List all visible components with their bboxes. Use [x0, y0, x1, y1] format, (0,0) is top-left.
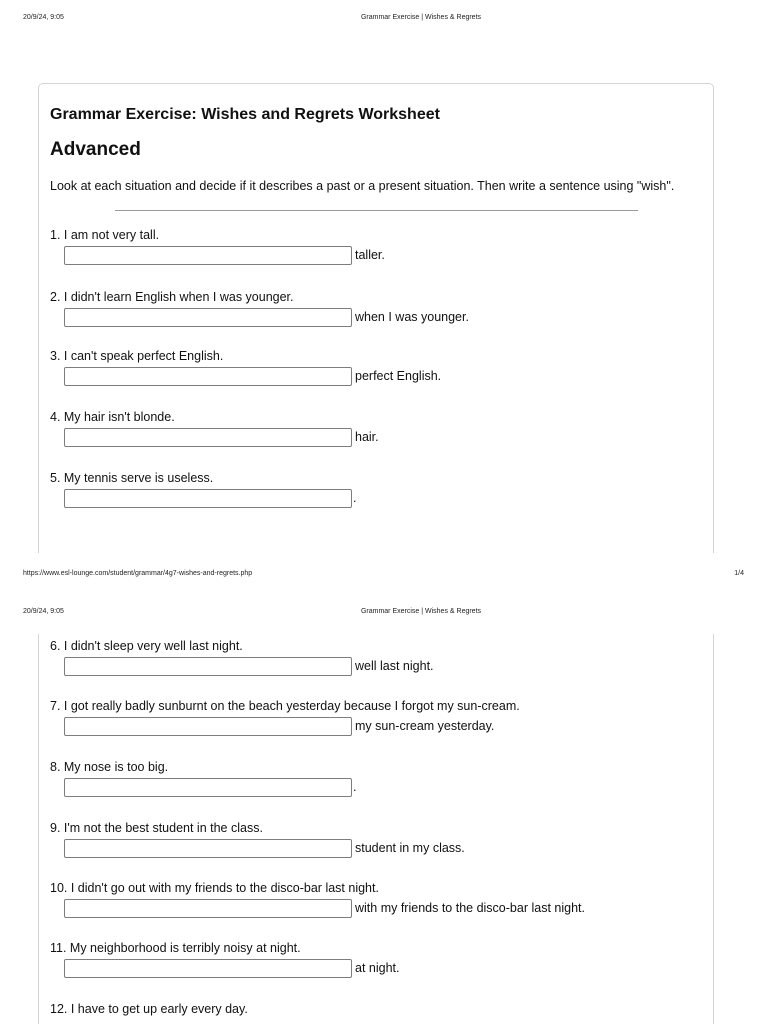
answer-suffix: well last night.	[355, 659, 434, 673]
question-item	[50, 821, 690, 855]
question-item	[50, 699, 690, 733]
level-heading: Advanced	[50, 139, 141, 160]
answer-input[interactable]	[64, 778, 352, 797]
answer-suffix: perfect English.	[355, 369, 442, 383]
question-prompt: 8. My nose is too big.	[50, 760, 169, 774]
answer-input[interactable]	[64, 959, 352, 978]
print-title: Grammar Exercise | Wishes & Regrets	[360, 14, 482, 21]
question-item	[50, 881, 690, 915]
question-prompt: 10. I didn't go out with my friends to the disco-bar last night.	[50, 881, 379, 895]
answer-input[interactable]	[64, 839, 352, 858]
question-item	[50, 228, 690, 262]
question-item	[50, 1002, 690, 1018]
print-date: 20/9/24, 9:05	[23, 14, 64, 21]
question-prompt: 4. My hair isn't blonde.	[50, 410, 175, 424]
answer-suffix: .	[353, 491, 357, 505]
answer-input[interactable]	[64, 428, 352, 447]
question-prompt: 1. I am not very tall.	[50, 228, 160, 242]
question-item	[50, 760, 690, 794]
answer-input[interactable]	[64, 367, 352, 386]
question-item	[50, 290, 690, 324]
question-item	[50, 410, 690, 444]
question-item	[50, 349, 690, 383]
question-item	[50, 639, 690, 673]
question-prompt: 11. My neighborhood is terribly noisy at night.	[50, 941, 301, 955]
answer-suffix: my sun-cream yesterday.	[355, 719, 495, 733]
answer-suffix: with my friends to the disco-bar last night.	[355, 901, 585, 915]
answer-input[interactable]	[64, 308, 352, 327]
answer-suffix: .	[353, 780, 357, 794]
print-title: Grammar Exercise | Wishes & Regrets	[360, 608, 482, 615]
question-prompt: 2. I didn't learn English when I was younger.	[50, 290, 294, 304]
answer-input[interactable]	[64, 657, 352, 676]
question-prompt: 12. I have to get up early every day.	[50, 1002, 248, 1016]
answer-suffix: when I was younger.	[355, 310, 469, 324]
divider	[115, 210, 638, 211]
answer-suffix: at night.	[355, 961, 400, 975]
question-item	[50, 941, 690, 975]
question-prompt: 5. My tennis serve is useless.	[50, 471, 214, 485]
worksheet-title: Grammar Exercise: Wishes and Regrets Worksheet	[50, 106, 440, 123]
print-url: https://www.esl-lounge.com/student/grammar/4g7-wishes-and-regrets.php	[23, 570, 253, 577]
print-date: 20/9/24, 9:05	[23, 608, 64, 615]
question-prompt: 9. I'm not the best student in the class.	[50, 821, 263, 835]
answer-suffix: student in my class.	[355, 841, 465, 855]
answer-input[interactable]	[64, 899, 352, 918]
question-prompt: 3. I can't speak perfect English.	[50, 349, 224, 363]
question-item	[50, 471, 690, 505]
answer-suffix: hair.	[355, 430, 379, 444]
instructions: Look at each situation and decide if it describes a past or a present situation. Then write a sentence using "wish".	[50, 179, 675, 193]
question-prompt: 7. I got really badly sunburnt on the beach yesterday because I forgot my sun-cream.	[50, 699, 520, 713]
answer-suffix: taller.	[355, 248, 385, 262]
page-number: 1/4	[734, 570, 744, 577]
answer-input[interactable]	[64, 246, 352, 265]
question-prompt: 6. I didn't sleep very well last night.	[50, 639, 243, 653]
answer-input[interactable]	[64, 717, 352, 736]
answer-input[interactable]	[64, 489, 352, 508]
